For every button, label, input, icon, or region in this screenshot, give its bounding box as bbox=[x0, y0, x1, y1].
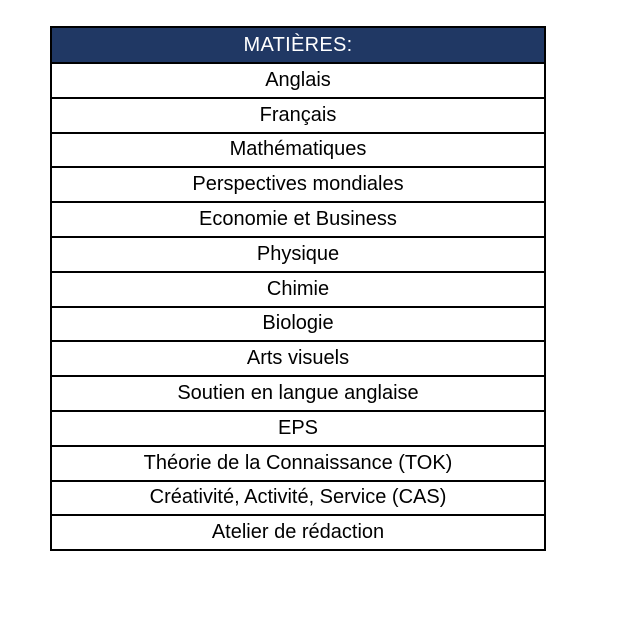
subject-cell: Mathématiques bbox=[51, 133, 545, 168]
table-row bbox=[51, 376, 545, 411]
table-row bbox=[51, 446, 545, 481]
subject-cell: Créativité, Activité, Service (CAS) bbox=[51, 481, 545, 516]
subjects-table bbox=[50, 26, 546, 551]
table-row bbox=[51, 411, 545, 446]
subject-cell: Arts visuels bbox=[51, 341, 545, 376]
subject-cell: Anglais bbox=[51, 63, 545, 98]
subject-cell: Biologie bbox=[51, 307, 545, 342]
subject-cell: Français bbox=[51, 98, 545, 133]
subjects-table-head bbox=[51, 27, 545, 63]
subject-cell: Atelier de rédaction bbox=[51, 515, 545, 550]
subject-cell: EPS bbox=[51, 411, 545, 446]
subjects-table-body bbox=[51, 63, 545, 550]
table-row bbox=[51, 98, 545, 133]
table-row bbox=[51, 341, 545, 376]
subject-cell: Théorie de la Connaissance (TOK) bbox=[51, 446, 545, 481]
table-row bbox=[51, 272, 545, 307]
subject-cell: Chimie bbox=[51, 272, 545, 307]
table-row bbox=[51, 63, 545, 98]
subject-cell: Economie et Business bbox=[51, 202, 545, 237]
subjects-header: MATIÈRES: bbox=[51, 27, 545, 63]
subject-cell: Perspectives mondiales bbox=[51, 167, 545, 202]
table-row bbox=[51, 515, 545, 550]
header-row bbox=[51, 27, 545, 63]
table-row bbox=[51, 481, 545, 516]
subject-cell: Physique bbox=[51, 237, 545, 272]
table-row bbox=[51, 307, 545, 342]
subject-cell: Soutien en langue anglaise bbox=[51, 376, 545, 411]
table-row bbox=[51, 167, 545, 202]
table-row bbox=[51, 133, 545, 168]
table-row bbox=[51, 237, 545, 272]
table-row bbox=[51, 202, 545, 237]
